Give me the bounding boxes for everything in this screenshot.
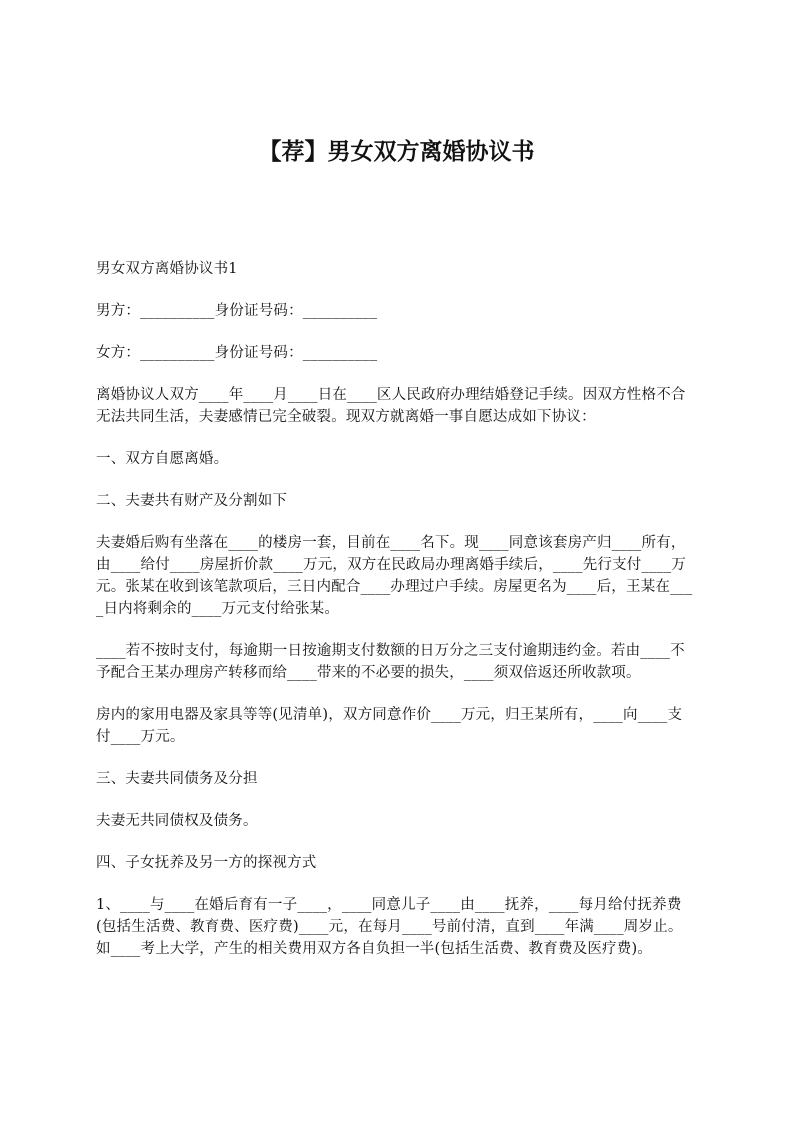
clause-4-heading: 四、子女抚养及另一方的探视方式 <box>96 855 317 871</box>
document-title: 【荐】男女双方离婚协议书 <box>258 139 535 165</box>
furniture-paragraph: 房内的家用电器及家具等等(见清单)，双方同意作价____万元，归王某所有，____向____支付____万元。 <box>96 707 683 745</box>
clause-1-heading: 一、双方自愿离婚。 <box>96 451 229 467</box>
clause-3-heading: 三、夫妻共同债务及分担 <box>96 771 258 787</box>
preamble-paragraph: 离婚协议人双方____年____月____日在____区人民政府办理结婚登记手续。因双方性格不合无法共同生活，夫妻感情已完全破裂。现双方就离婚一事自愿达成如下协议： <box>96 387 686 425</box>
section-heading: 男女双方离婚协议书1 <box>96 261 238 277</box>
wife-id-line: 女方：__________身份证号码：__________ <box>96 345 378 361</box>
property-paragraph: 夫妻婚后购有坐落在____的楼房一套，目前在____名下。现____同意该套房产归____所有，由____给付____房屋折价款____万元，双方在民政局办理离婚手续后，____先行支付____万元。张某在收到该笔款项后，三日内配合____办理过户手续。房屋更名为____后，王某在____日内将剩余的____万元支付给张某。 <box>96 535 693 617</box>
custody-paragraph: 1、____与____在婚后育有一子____，____同意儿子____由____抚养，____每月给付抚养费(包括生活费、教育费、医疗费)____元，在每月____号前付清，直到____年满____周岁止。如____考上大学，产生的相关费用双方各自负担一半(包括生活费、教育费及医疗费)。 <box>96 897 683 957</box>
clause-2-heading: 二、夫妻共有财产及分割如下 <box>96 493 288 509</box>
debt-paragraph: 夫妻无共同债权及债务。 <box>96 813 258 829</box>
husband-id-line: 男方：__________身份证号码：__________ <box>96 303 378 319</box>
document-body <box>96 258 696 980</box>
penalty-paragraph: ____若不按时支付，每逾期一日按逾期支付数额的日万分之三支付逾期违约金。若由____不予配合王某办理房产转移而给____带来的不必要的损失，____须双倍返还所收款项。 <box>96 643 685 681</box>
